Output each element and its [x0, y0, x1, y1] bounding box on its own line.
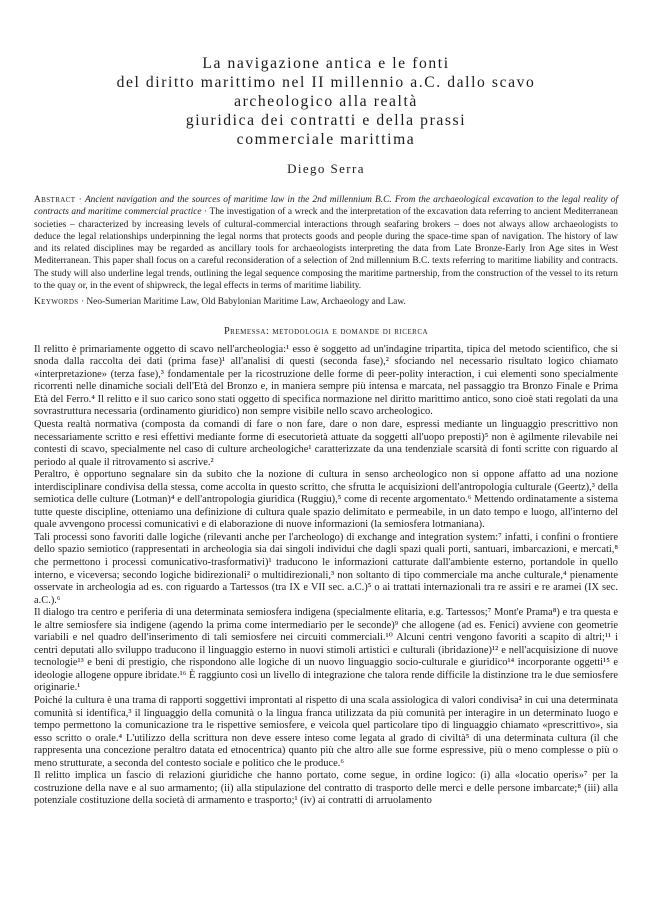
- keywords: [34, 296, 618, 308]
- paper-title: [34, 54, 618, 149]
- abstract: [34, 194, 618, 292]
- title-line: archeologico alla realtà: [234, 93, 418, 110]
- abstract-separator: ·: [75, 195, 85, 205]
- paragraph: Tali processi sono favoriti dalle logiche (rilevanti anche per l'archeologo) di exchange and integration system:⁷ infatti, i confini o frontiere dello spazio semiotico (rappresentati in archeologia sia dai singoli individui che dagli spazi quali porti, santuari, imbarcazioni, e mercati,⁸ che permettono i processi comunicativo-trasformativi)¹ traducono le informazioni catturate dall'ambiente esterno, portandole in quello interno, e viceversa; secondo logiche bidirezionali² o multidirezionali,³ non soltanto di tipo commerciale ma anche culturale,⁴ pienamente osservate in archeologia ad es. con riguardo a Tartessos (tra IX e VII sec. a.C.)⁵ o ai trattati internazionali tra re assiri e re aramei (IX sec. a.C.).⁶: [34, 531, 618, 606]
- title-line: giuridica dei contratti e della prassi: [185, 112, 467, 129]
- paragraph: Questa realtà normativa (composta da comandi di fare o non fare, dare o non dare, espressi mediante un linguaggio prescrittivo non necessariamente scritto e resi effettivi mediante forme di esecutorietà attuate da soggetti all'uopo preposti)⁵ non è agilmente rilevabile nei contesti di scavo, specialmente nel caso di culture archeologiche¹ caratterizzate da una tendenziale scarsità di fonti scritte con riguardo al periodo al quale il ritrovamento si ascrive.²: [34, 418, 618, 468]
- title-line: commerciale marittima: [236, 131, 416, 148]
- paragraph: Il relitto implica un fascio di relazioni giuridiche che hanno portato, come segue, in ordine logico: (i) alla «locatio operis»⁷ per la costruzione della nave e al suo armamento; (ii) alla stipulazione del contratto di trasporto delle merci e delle persone imbarcate;⁸ (iii) alla potenziale costituzione della società di armamento e trasporto;¹ (iv) ai contratti di arruolamento: [34, 770, 618, 807]
- keywords-separator: ·: [78, 297, 87, 308]
- title-line: del diritto marittimo nel II millennio a.C. dallo scavo: [116, 74, 536, 91]
- paragraph: Peraltro, è opportuno segnalare sin da subito che la nozione di cultura in senso archeologico non si oppone affatto ad una nozione interdisciplinare condivisa della stessa, come accolta in questo scritto, che sfrutta le acquisizioni dell'antropologia culturale (Geertz),³ della semiotica delle culture (Lotman)⁴ e dell'antropologia giuridica (Ruggiu),⁵ come di recente argomentato.⁶ Mettendo ordinatamente a sistema tutte queste discipline, otteniamo una definizione di cultura quale spazio delimitato e permeabile, in un dato tempo e luogo, all'interno del quale avvengono processi comunicativi e di elaborazione di nuove informazioni (la semiosfera lotmaniana).: [34, 469, 618, 531]
- abstract-separator: ·: [201, 207, 210, 218]
- paragraph: Poiché la cultura è una trama di rapporti soggettivi improntati al rispetto di una scala assiologica di valori condivisa² in cui una determinata comunità si identifica,³ il linguaggio della comunità o la lingua franca utilizzata da più comunità per interagire in un determinato luogo e tempo permettono la comunicazione tra le rispettive semiosfere, e veicola quel particolare tipo di linguaggio chiamato «prescrittivo», sia esso scritto o orale.⁴ L'utilizzo della scrittura non deve essere inteso come legata al grado di civiltà⁵ di una determinata cultura (il che rappresenta una concezione peraltro datata ed etnocentrica) quanto più che altro alle sue forme espressive, più o meno complesse o più o meno strutturate, a seconda del contesto sociale e politico che le produce.⁶: [34, 694, 618, 769]
- author-name: Diego Serra: [287, 161, 365, 176]
- keywords-label: Keywords: [34, 297, 79, 308]
- abstract-label: Abstract: [34, 195, 76, 205]
- paper-page: [34, 0, 618, 808]
- keywords-text: Neo-Sumerian Maritime Law, Old Babylonian Maritime Law, Archaeology and Law.: [86, 297, 406, 308]
- body-text: [34, 344, 618, 808]
- abstract-english-title: Ancient navigation and the sources of maritime law in the 2nd millennium B.C. From the archaeological excavation to the legal reality of contracts and maritime commercial practice: [34, 195, 619, 218]
- section-heading: Premessa: metodologia e domande di ricerca: [223, 325, 429, 337]
- title-line: La navigazione antica e le fonti: [202, 55, 450, 72]
- abstract-text: The investigation of a wreck and the interpretation of the excavation data referring to ancient Mediterranean societies – characterized by increasing levels of cultural-commercial interactions through seafaring brokers – does not always allow archaeologists to deduce the legal relationships underpinning the legal norms that protects goods and people during the space-time span of navigation. The history of law and its related disciplines may be regarded as ancillary tools for archaeologists interpreting the data from Late Bronze-Early Iron Age sites in West Mediterranean. This paper shall focus on a careful reconsideration of a selection of 2nd millennium B.C. texts referring to maritime liability and contracts. The study will also underline legal trends, outlining the legal sequence composing the maritime partnership, from the construction of the vessel to its return to the quay or, in the event of shipwreck, the legal effects in terms of maritime liability.: [34, 207, 618, 292]
- paragraph: Il dialogo tra centro e periferia di una determinata semiosfera indigena (specialmente elitaria, e.g. Tartessos;⁷ Mont'e Prama⁸) e tra questa e le altre semiosfere sia indigene (agendo la prima come intermediario per le seconde)⁹ che allogene (ad es. Fenici) avviene con geometrie variabili e nel quadro dell'inserimento di tali semiosfere nei circuiti commerciali.¹⁰ Alcuni centri vengono favoriti a scapito di altri;¹¹ i centri deputati allo sviluppo traducono il linguaggio esterno in nuovi stimoli artistici e culturali (ibridazione)¹² e nell'acquisizione di nuove tecnologie¹³ e beni di prestigio, che rispondono alle logiche di un nuovo linguaggio socio-culturale e giuridico¹⁴ incorporante oggetti¹⁵ e ideologie allogene oppure ibridate.¹⁶ È raggiunto così un livello di integrazione che talora rende difficile la distinzione tra le due semiosfere originarie.¹: [34, 607, 618, 694]
- paragraph: Il relitto è primariamente oggetto di scavo nell'archeologia:¹ esso è soggetto ad un'indagine tripartita, tipica del metodo scientifico, che si snoda dalla raccolta dei dati (prima fase)¹ all'analisi di questi (seconda fase),² sfociando nel necessario risultato logico chiamato «interpretazione» (terza fase),³ fondamentale per la ricostruzione delle forme di peer-polity interaction, i cui elementi sono specialmente ricorrenti nelle dinamiche sociali dell'Età del Bronzo e, in maniera sempre più intensa e marcata, nel passaggio tra Bronzo Finale e Prima Età del Ferro.⁴ Il relitto e il suo carico sono stati oggetto di specifica normazione nel diritto marittimo antico, sono cioè stati regolati da una sovrastruttura necessaria (ordinamento giuridico) non sempre visibile nello scavo archeologico.: [34, 343, 618, 418]
